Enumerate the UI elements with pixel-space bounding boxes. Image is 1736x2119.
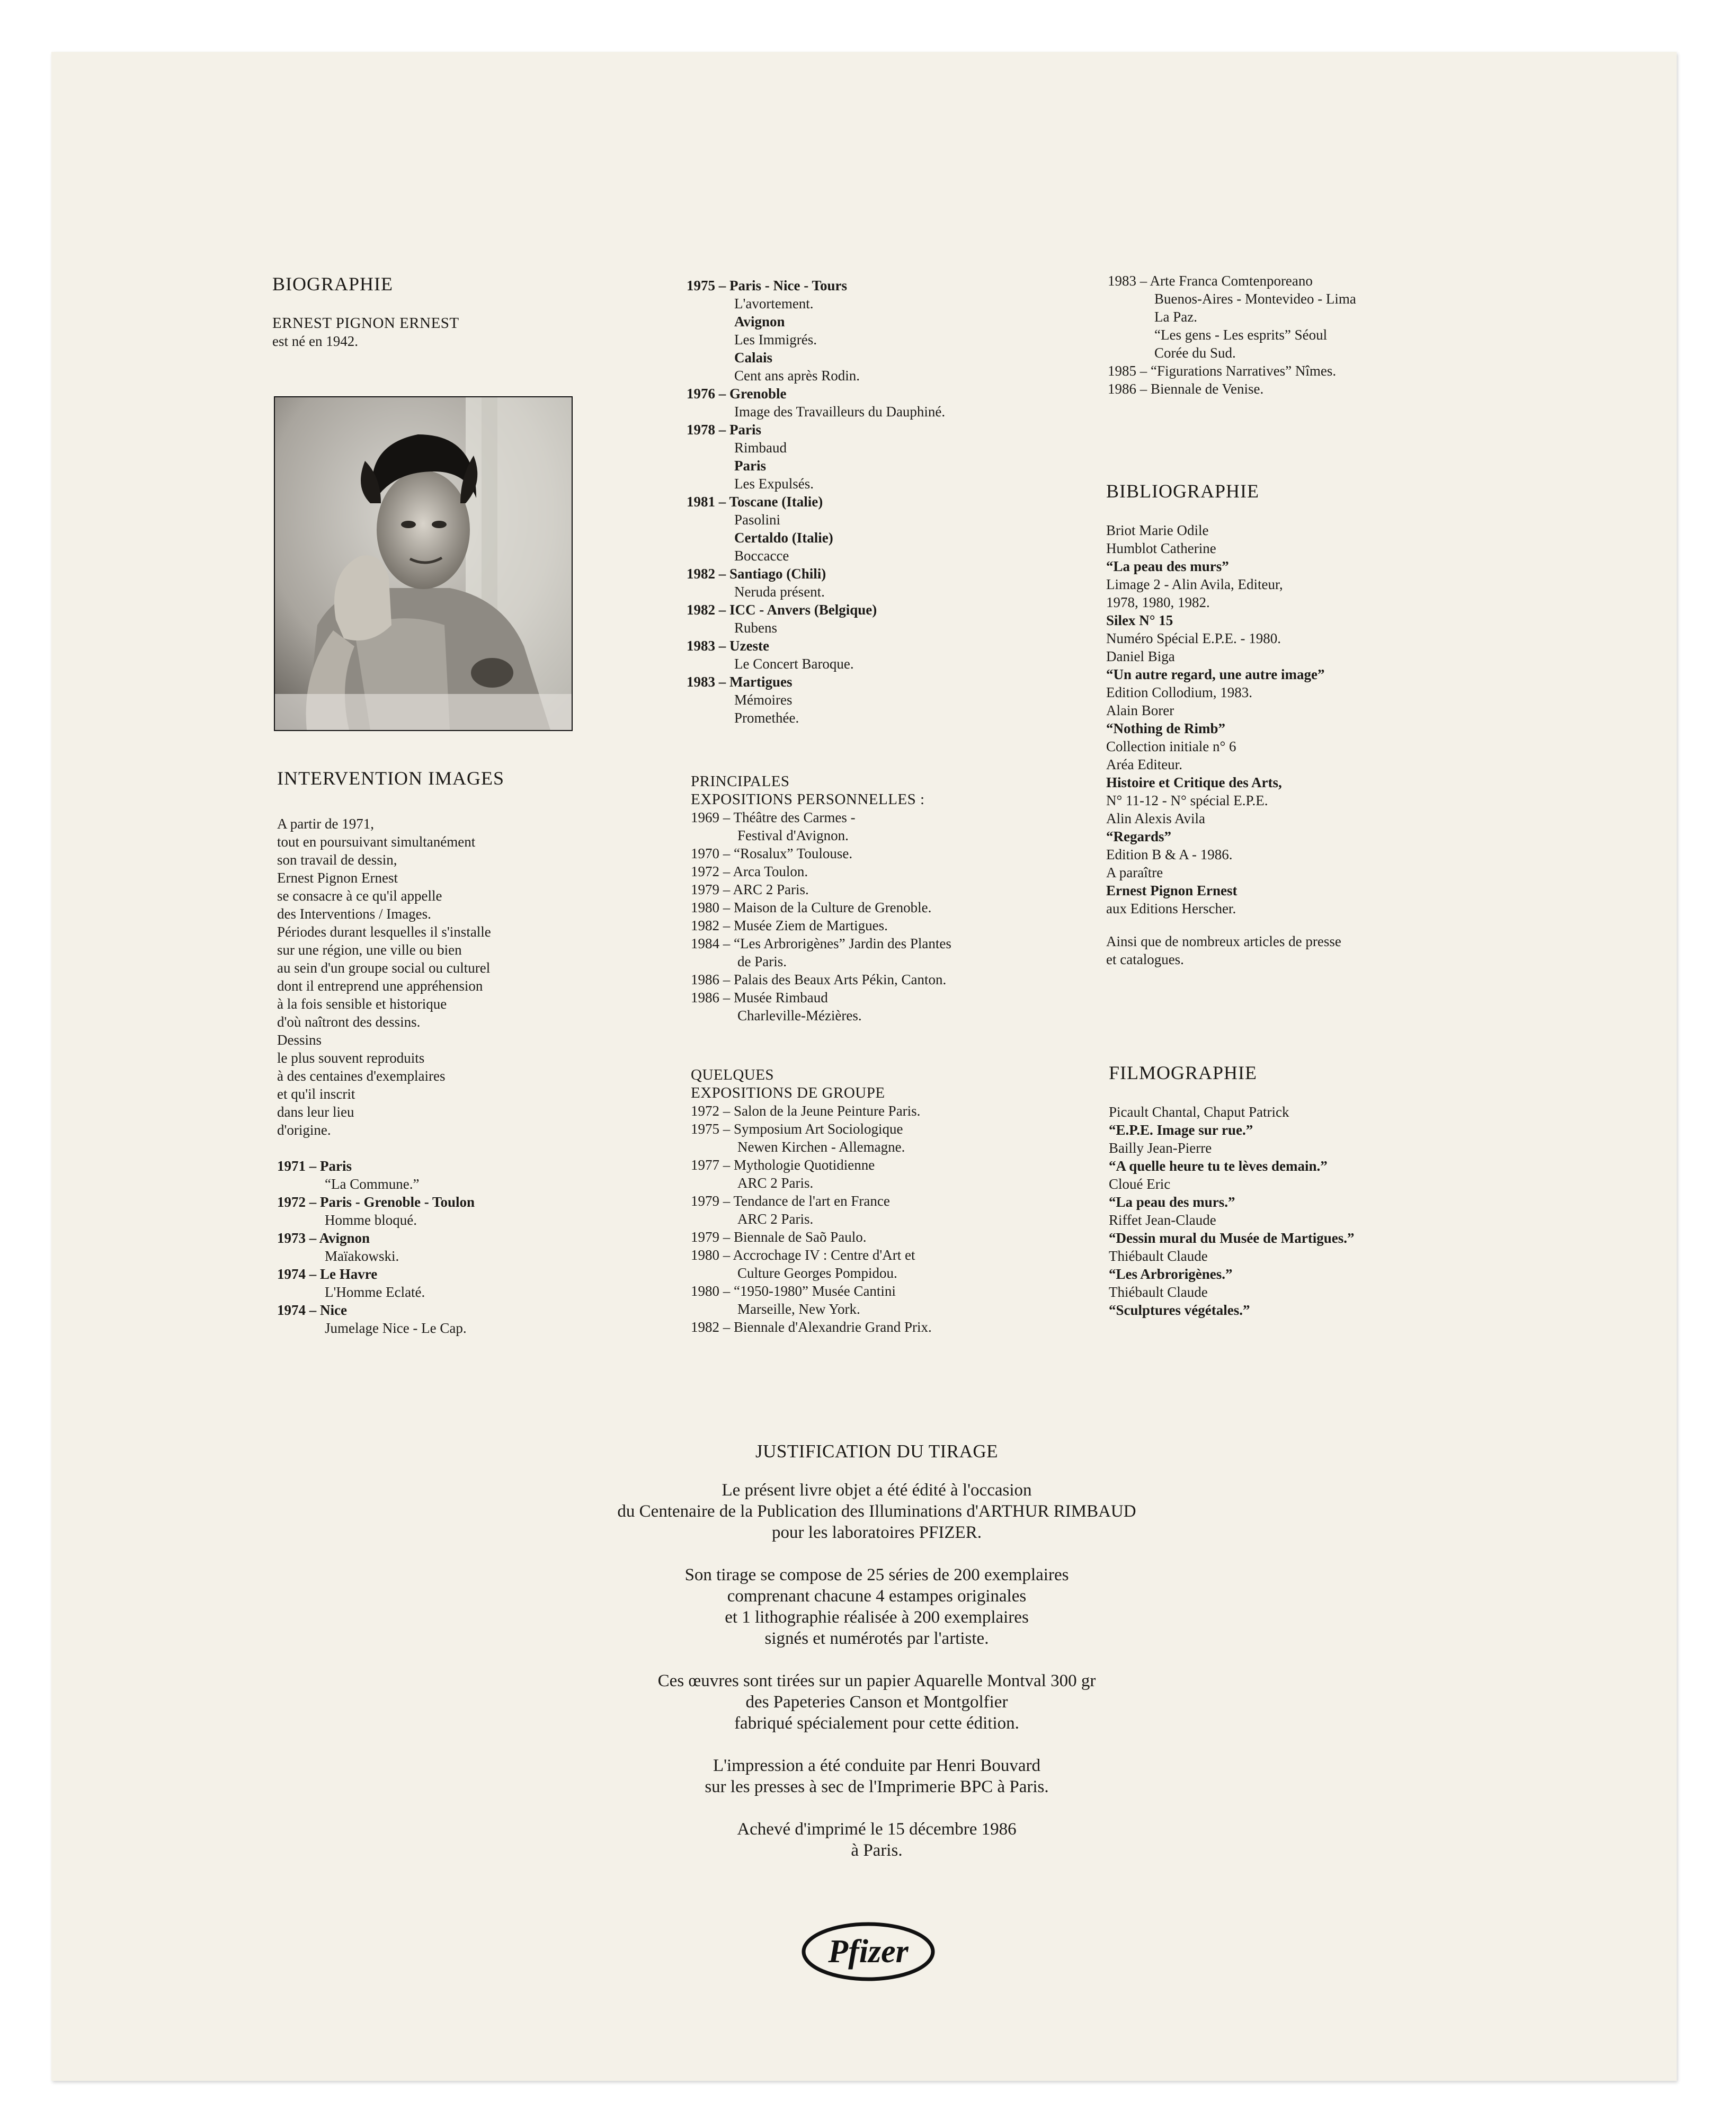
exhibition-item: 1979 – Tendance de l'art en France <box>691 1193 890 1209</box>
biblio-title: Histoire et Critique des Arts, <box>1106 774 1282 790</box>
text-line: Le présent livre objet a été édité à l'occasion <box>722 1481 1032 1500</box>
exhibition-cont: Corée du Sud. <box>1154 345 1236 361</box>
entry-head: 1981 – Toscane (Italie) <box>687 494 823 510</box>
filmographie-heading: FILMOGRAPHIE <box>1109 1062 1258 1083</box>
exhibition-cont: de Paris. <box>737 954 787 969</box>
exhibition-cont: Newen Kirchen - Allemagne. <box>737 1139 905 1155</box>
exhibition-cont: Festival d'Avignon. <box>737 827 849 843</box>
entry-work: Rubens <box>734 620 777 636</box>
film-title: “Les Arbrorigènes.” <box>1109 1266 1233 1282</box>
entry-work: L'avortement. <box>734 296 814 311</box>
section-heading: QUELQUES <box>691 1066 774 1083</box>
exhibition-item: 1970 – “Rosalux” Toulouse. <box>691 845 853 861</box>
text-line: Périodes durant lesquelles il s'installe <box>277 924 491 940</box>
biblio-note: Ainsi que de nombreux articles de presse <box>1106 933 1341 949</box>
exhibition-item: 1986 – Musée Rimbaud <box>691 990 828 1005</box>
entry-head: 1976 – Grenoble <box>687 386 787 402</box>
entry-work: Les Immigrés. <box>734 332 817 348</box>
artist-name: ERNEST PIGNON ERNEST <box>272 315 459 332</box>
entry-work: Homme bloqué. <box>325 1212 417 1228</box>
text-line: dont il entreprend une appréhension <box>277 978 483 994</box>
text-line: sur une région, une ville ou bien <box>277 942 462 958</box>
text-line: fabriqué spécialement pour cette édition. <box>734 1714 1019 1733</box>
biblio-line: Edition B & A - 1986. <box>1106 847 1233 862</box>
exhibition-item: 1983 – Arte Franca Comtenporeano <box>1108 273 1313 289</box>
intervention-heading: INTERVENTION IMAGES <box>277 768 505 789</box>
biblio-line: Numéro Spécial E.P.E. - 1980. <box>1106 630 1281 646</box>
film-author: Riffet Jean-Claude <box>1109 1212 1216 1228</box>
text-line: Ces œuvres sont tirées sur un papier Aquarelle Montval 300 gr <box>657 1671 1096 1690</box>
entry-work: Mémoires <box>734 692 793 708</box>
exhibition-cont: Marseille, New York. <box>737 1301 860 1317</box>
text-line: sur les presses à sec de l'Imprimerie BPC à Paris. <box>705 1777 1049 1796</box>
entry-work: L'Homme Eclaté. <box>325 1284 425 1300</box>
biblio-line: Daniel Biga <box>1106 648 1175 664</box>
entry-place: Certaldo (Italie) <box>734 530 833 546</box>
column-intervention <box>277 767 574 1337</box>
artist-portrait-photo <box>274 396 573 731</box>
exhibition-item: 1979 – Biennale de Saõ Paulo. <box>691 1229 867 1245</box>
film-title: “Dessin mural du Musée de Martigues.” <box>1109 1230 1355 1246</box>
text-line: dans leur lieu <box>277 1104 354 1120</box>
section-heading: EXPOSITIONS PERSONNELLES : <box>691 791 925 808</box>
text-line: Son tirage se compose de 25 séries de 200 exemplaires <box>684 1565 1069 1584</box>
entry-work: “La Commune.” <box>325 1176 420 1192</box>
text-line: Dessins <box>277 1032 322 1048</box>
entry-work: Neruda présent. <box>734 584 825 600</box>
text-line: d'origine. <box>277 1122 331 1138</box>
text-line: le plus souvent reproduits <box>277 1050 425 1066</box>
pfizer-logo <box>800 1921 936 1982</box>
text-line: et qu'il inscrit <box>277 1086 355 1102</box>
exhibition-item: 1980 – Maison de la Culture de Grenoble. <box>691 900 932 915</box>
exhibition-cont: “Les gens - Les esprits” Séoul <box>1154 327 1328 343</box>
biblio-line: A paraître <box>1106 865 1163 880</box>
film-title: “A quelle heure tu te lèves demain.” <box>1109 1158 1328 1174</box>
exhibition-item: 1979 – ARC 2 Paris. <box>691 882 809 897</box>
exhibition-item: 1986 – Biennale de Venise. <box>1108 381 1264 397</box>
text-line: d'où naîtront des dessins. <box>277 1014 421 1030</box>
exhibition-item: 1982 – Biennale d'Alexandrie Grand Prix. <box>691 1319 932 1335</box>
entry-head: 1975 – Paris - Nice - Tours <box>687 278 847 293</box>
section-heading: EXPOSITIONS DE GROUPE <box>691 1084 885 1101</box>
column-expositions-personnelles <box>691 772 1072 1025</box>
justification-paragraph <box>477 1819 1277 1861</box>
column-bibliographie <box>1106 480 1488 968</box>
exhibition-item: 1975 – Symposium Art Sociologique <box>691 1121 903 1137</box>
biblio-line: Alain Borer <box>1106 702 1174 718</box>
biblio-note: et catalogues. <box>1106 951 1184 967</box>
text-line: du Centenaire de la Publication des Illuminations d'ARTHUR RIMBAUD <box>617 1502 1136 1521</box>
text-line: au sein d'un groupe social ou culturel <box>277 960 491 976</box>
text-line: à Paris. <box>851 1841 903 1860</box>
biblio-title: “La peau des murs” <box>1106 558 1229 574</box>
entry-work: Le Concert Baroque. <box>734 656 854 672</box>
text-line: comprenant chacune 4 estampes originales <box>727 1587 1027 1606</box>
column-biographie <box>272 273 569 350</box>
entry-place: Calais <box>734 350 773 366</box>
entry-head: 1978 – Paris <box>687 422 761 438</box>
biblio-title: Ernest Pignon Ernest <box>1106 883 1238 898</box>
column-expositions-groupe <box>691 1066 1072 1336</box>
biblio-line: 1978, 1980, 1982. <box>1106 594 1210 610</box>
biographie-heading: BIOGRAPHIE <box>272 273 394 295</box>
entry-work: Boccacce <box>734 548 789 564</box>
text-line: Achevé d'imprimé le 15 décembre 1986 <box>737 1820 1017 1839</box>
intervention-entries <box>277 1157 574 1337</box>
biblio-title: “Nothing de Rimb” <box>1106 720 1226 736</box>
entry-head: 1973 – Avignon <box>277 1230 370 1246</box>
biblio-line: Edition Collodium, 1983. <box>1106 684 1253 700</box>
biblio-title: “Un autre regard, une autre image” <box>1106 666 1325 682</box>
text-line: à des centaines d'exemplaires <box>277 1068 446 1084</box>
exhibition-cont: ARC 2 Paris. <box>737 1175 814 1191</box>
entry-work: Cent ans après Rodin. <box>734 368 860 384</box>
film-title: “E.P.E. Image sur rue.” <box>1109 1122 1253 1138</box>
entry-work: Pasolini <box>734 512 781 528</box>
biblio-line: Collection initiale n° 6 <box>1106 738 1236 754</box>
film-author: Thiébault Claude <box>1109 1284 1208 1300</box>
entry-head: 1972 – Paris - Grenoble - Toulon <box>277 1194 475 1210</box>
biblio-title: “Regards” <box>1106 829 1171 844</box>
exhibition-cont: La Paz. <box>1154 309 1197 325</box>
justification-heading: JUSTIFICATION DU TIRAGE <box>755 1441 999 1462</box>
text-line: tout en poursuivant simultanément <box>277 834 476 850</box>
text-line: à la fois sensible et historique <box>277 996 447 1012</box>
exhibition-item: 1980 – “1950-1980” Musée Cantini <box>691 1283 896 1299</box>
column-interventions-suite <box>687 277 1057 727</box>
entry-work: Promethée. <box>734 710 799 726</box>
entry-head: 1982 – Santiago (Chili) <box>687 566 826 582</box>
film-author: Cloué Eric <box>1109 1176 1171 1192</box>
text-line: son travail de dessin, <box>277 852 397 868</box>
justification-block <box>477 1440 1277 1861</box>
portrait-image <box>275 397 572 730</box>
column-groupe-suite <box>1108 272 1479 398</box>
justification-paragraph <box>477 1755 1277 1797</box>
entry-work: Image des Travailleurs du Dauphiné. <box>734 404 946 420</box>
biblio-line: aux Editions Herscher. <box>1106 901 1236 916</box>
exhibition-item: 1977 – Mythologie Quotidienne <box>691 1157 875 1173</box>
exhibition-item: 1972 – Salon de la Jeune Peinture Paris. <box>691 1103 921 1119</box>
birth-line: est né en 1942. <box>272 333 358 349</box>
biblio-line: Limage 2 - Alin Avila, Editeur, <box>1106 576 1283 592</box>
entry-head: 1982 – ICC - Anvers (Belgique) <box>687 602 877 618</box>
entry-place: Avignon <box>734 314 785 330</box>
biblio-line: Alin Alexis Avila <box>1106 811 1205 826</box>
exhibition-cont: ARC 2 Paris. <box>737 1211 814 1227</box>
bibliographie-heading: BIBLIOGRAPHIE <box>1106 480 1259 502</box>
text-line: se consacre à ce qu'il appelle <box>277 888 442 904</box>
entry-place: Paris <box>734 458 766 474</box>
exhibition-item: 1972 – Arca Toulon. <box>691 863 808 879</box>
exhibition-item: 1985 – “Figurations Narratives” Nîmes. <box>1108 363 1337 379</box>
entry-work: Les Expulsés. <box>734 476 814 492</box>
text-line: pour les laboratoires PFIZER. <box>772 1523 982 1542</box>
pfizer-logo-text: Pfizer <box>828 1934 909 1970</box>
film-author: Bailly Jean-Pierre <box>1109 1140 1212 1156</box>
exhibition-cont: Buenos-Aires - Montevideo - Lima <box>1154 291 1356 307</box>
biblio-line: N° 11-12 - N° spécial E.P.E. <box>1106 793 1268 808</box>
text-line: signés et numérotés par l'artiste. <box>764 1629 989 1648</box>
justification-paragraph <box>477 1480 1277 1543</box>
entry-work: Jumelage Nice - Le Cap. <box>325 1320 467 1336</box>
entry-head: 1983 – Uzeste <box>687 638 769 654</box>
film-title: “La peau des murs.” <box>1109 1194 1235 1210</box>
exhibition-cont: Culture Georges Pompidou. <box>737 1265 897 1281</box>
entry-head: 1983 – Martigues <box>687 674 793 690</box>
intervention-paragraph <box>277 815 574 1139</box>
text-line: Ernest Pignon Ernest <box>277 870 398 886</box>
biblio-line: Humblot Catherine <box>1106 540 1216 556</box>
exhibition-item: 1984 – “Les Arbrorigènes” Jardin des Plantes <box>691 936 951 951</box>
column-filmographie <box>1109 1062 1490 1319</box>
exhibition-cont: Charleville-Mézières. <box>737 1008 862 1023</box>
exhibition-item: 1986 – Palais des Beaux Arts Pékin, Canton. <box>691 972 947 987</box>
text-line: des Papeteries Canson et Montgolfier <box>745 1693 1008 1712</box>
entry-work: Maïakowski. <box>325 1248 399 1264</box>
text-line: A partir de 1971, <box>277 816 374 832</box>
biblio-title: Silex N° 15 <box>1106 612 1173 628</box>
biblio-line: Briot Marie Odile <box>1106 522 1209 538</box>
exhibition-item: 1969 – Théâtre des Carmes - <box>691 809 856 825</box>
text-line: L'impression a été conduite par Henri Bouvard <box>713 1756 1041 1775</box>
entry-head: 1971 – Paris <box>277 1158 352 1174</box>
film-author: Thiébault Claude <box>1109 1248 1208 1264</box>
entry-head: 1974 – Nice <box>277 1302 347 1318</box>
section-heading: PRINCIPALES <box>691 773 790 790</box>
exhibition-item: 1980 – Accrochage IV : Centre d'Art et <box>691 1247 915 1263</box>
pfizer-logo-mark <box>800 1921 936 1982</box>
justification-paragraph <box>477 1670 1277 1734</box>
biblio-line: Aréa Editeur. <box>1106 756 1182 772</box>
exhibition-item: 1982 – Musée Ziem de Martigues. <box>691 918 888 933</box>
film-author: Picault Chantal, Chaput Patrick <box>1109 1104 1289 1120</box>
text-line: des Interventions / Images. <box>277 906 431 922</box>
entry-head: 1974 – Le Havre <box>277 1266 378 1282</box>
entry-work: Rimbaud <box>734 440 787 456</box>
film-title: “Sculptures végétales.” <box>1109 1302 1250 1318</box>
text-line: et 1 lithographie réalisée à 200 exemplaires <box>725 1608 1029 1627</box>
justification-paragraph <box>477 1564 1277 1649</box>
